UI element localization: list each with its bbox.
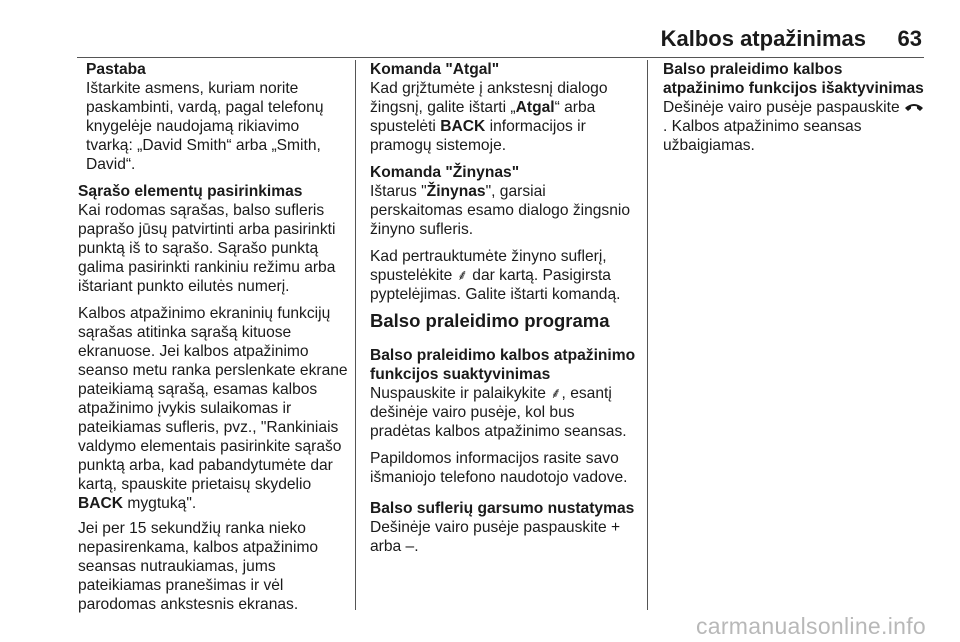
voice-command-icon: ⸙ (550, 385, 562, 402)
column-3 (663, 60, 925, 163)
help-command-block (370, 163, 638, 239)
column-divider-1 (355, 60, 356, 610)
list-selection-block (78, 182, 350, 296)
activate-block (370, 346, 638, 441)
note-box (78, 60, 350, 174)
watermark: carmanualsonline.info (695, 613, 926, 639)
deactivate-title: Balso praleidimo kalbos atpažinimo funkcijos išaktyvinimas (663, 61, 924, 97)
voice-command-icon: ⸙ (456, 267, 468, 284)
deactivate-text: Dešinėje vairo pusėje paspauskite . Kalbos atpažinimo seansas užbaigiamas. (663, 98, 925, 155)
back-command-text: Kad grįžtumėte į ankstesnį dialogo žingsnį, galite ištarti „Atgal“ arba spustelėti BACK informacijos ir pramogų sistemoje. (370, 80, 608, 154)
header-divider (77, 57, 924, 58)
column-1 (78, 60, 350, 620)
list-selection-text: Kai rodomas sąrašas, balso sufleris paprašo jūsų patvirtinti arba pasirinkti punktą iš to sąrašo. Sąrašo punktą galima pasirinkti rankiniu režimu arba ištariant punkto eilutės numerį. (78, 202, 336, 295)
column-2 (370, 60, 638, 564)
hang-up-icon (904, 99, 924, 116)
back-label: BACK (78, 495, 124, 512)
paragraph-timeout: Jei per 15 sekundžių ranka nieko nepasirenkama, kalbos atpažinimo seansas nutraukiamas, jums pateikiamas pranešimas ir vėl parodomas ankstesnis ekranas. (78, 520, 319, 613)
paragraph-screen-list: Kalbos atpažinimo ekraninių funkcijų sąrašas atitinka sąrašą kituose ekranuose. Jei kalbos atpažinimo seanso metu ranka perslenkate ekrane pateikiamą sąrašą, esamas kalbos atpažinimo įvykis sulaikomas ir pateikiamas sufleris, pvz., "Rankiniais valdymo elementais pasirinkite sąrašo punktą arba, kad pabandytumėte dar kartą, spauskite prietaisų skydelio BACK mygtuką". (78, 305, 348, 512)
minus-icon: – (405, 538, 415, 555)
note-title: Pastaba (86, 61, 146, 78)
note-text: Ištarkite asmens, kuriam norite paskambinti, vardą, pagal telefonų knygelėje naudojamą rikiavimo tvarką: „David Smith“ arba „Smith, David“. (86, 80, 324, 173)
more-info-text: Papildomos informacijos rasite savo išmaniojo telefono naudotojo vadove. (370, 450, 628, 486)
plus-icon: + (610, 519, 621, 536)
page-number: 63 (897, 26, 922, 51)
column-divider-2 (647, 60, 648, 610)
help-restart-text: Kad pertrauktumėte žinyno suflerį, spustelėkite ⸙ dar kartą. Pasigirsta pyptelėjimas. Galite ištarti komandą. (370, 248, 621, 303)
deactivate-block (663, 60, 925, 155)
volume-title: Balso suflerių garsumo nustatymas (370, 500, 635, 517)
back-command-title: Komanda "Atgal" (370, 61, 500, 78)
back-command-block (370, 60, 638, 155)
activate-title: Balso praleidimo kalbos atpažinimo funkcijos suaktyvinimas (370, 347, 636, 383)
activate-text: Nuspauskite ir palaikykite ⸙, esantį dešinėje vairo pusėje, kol bus pradėtas kalbos atpažinimo seansas. (370, 385, 627, 440)
voice-passthrough-heading: Balso praleidimo programa (370, 310, 610, 331)
help-command-text: Ištarus "Žinynas", garsiai perskaitomas esamo dialogo žingsnio žinyno sufleris. (370, 183, 631, 238)
volume-text: Dešinėje vairo pusėje paspauskite + arba –. (370, 519, 621, 555)
volume-block (370, 499, 638, 556)
list-selection-title: Sąrašo elementų pasirinkimas (78, 183, 303, 200)
section-title: Kalbos atpažinimas (660, 26, 866, 51)
help-command-title: Komanda "Žinynas" (370, 164, 520, 181)
